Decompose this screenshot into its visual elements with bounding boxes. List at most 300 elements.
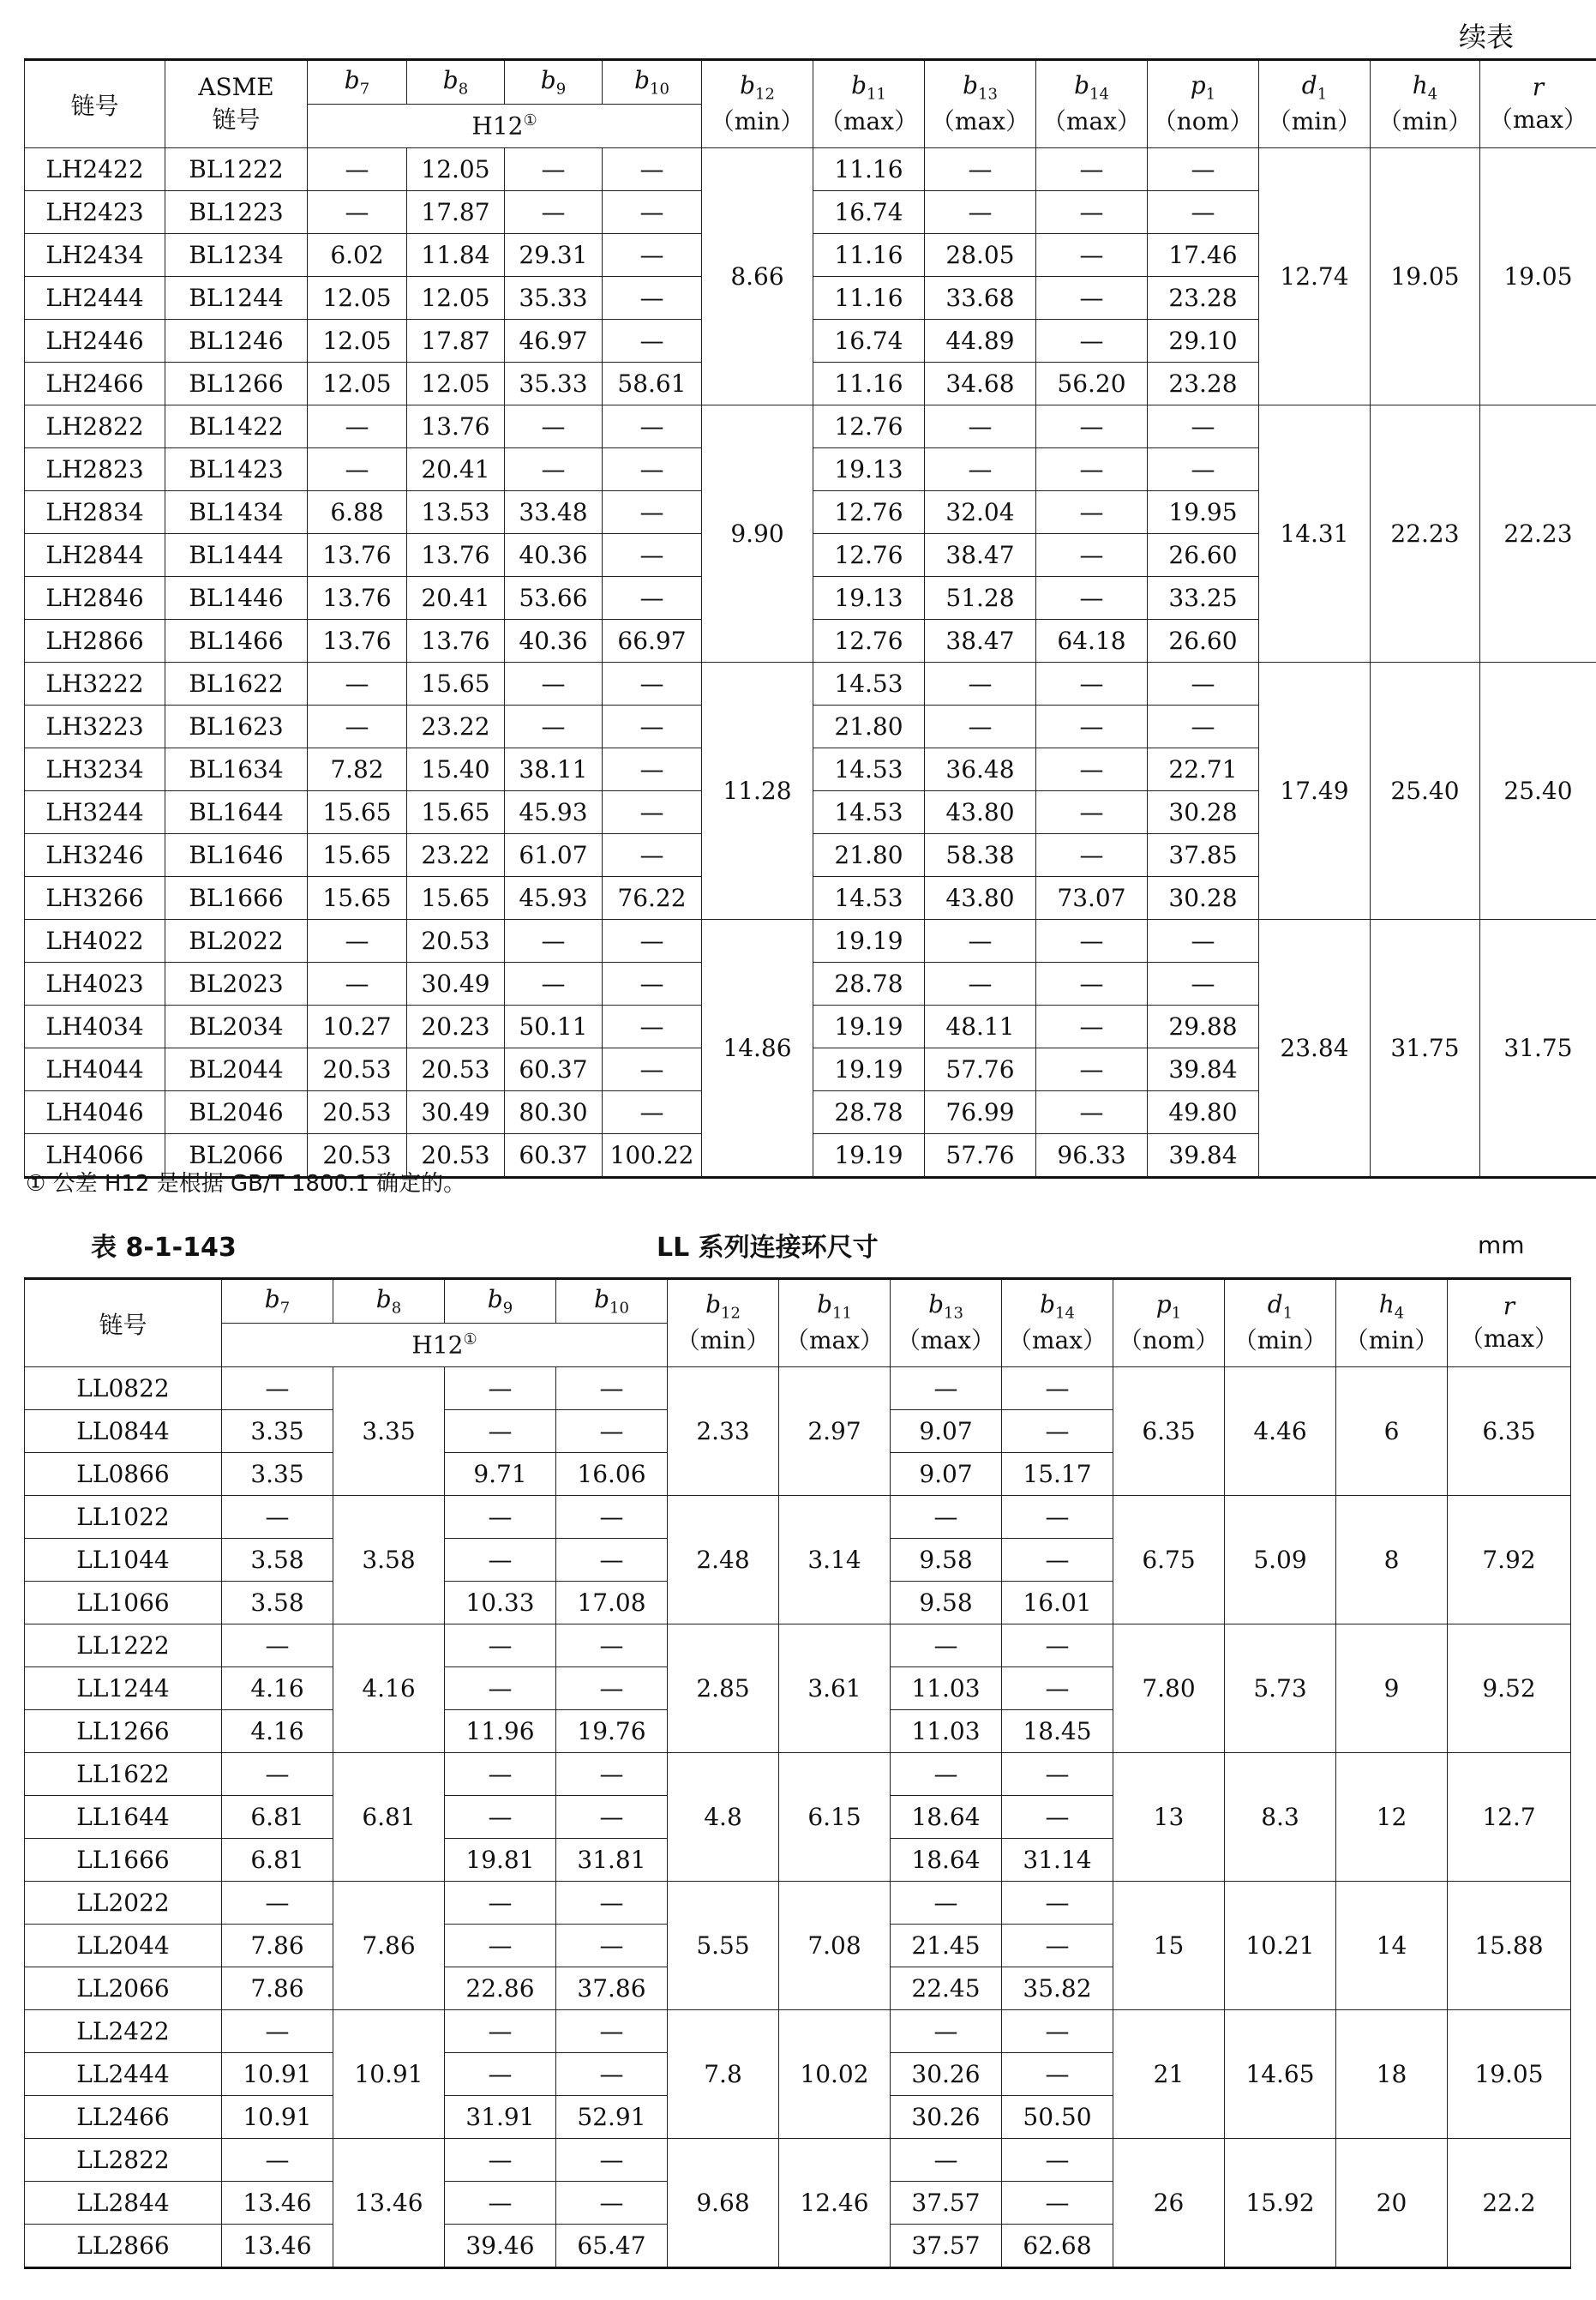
col-b13-2: $b_{13}$ （max） (891, 1279, 1002, 1367)
cell-p1: 7.80 (1113, 1624, 1225, 1753)
cell-b12: 14.86 (702, 920, 813, 1178)
cell-b10: 19.76 (556, 1710, 668, 1753)
cell-chain-no: LH2466 (25, 363, 165, 405)
cell-b10: — (556, 1367, 668, 1410)
cell-b9: 45.93 (505, 877, 603, 920)
lh-series-table (24, 58, 1596, 1179)
cell-b10: — (603, 791, 702, 834)
cell-b7: — (308, 148, 407, 191)
cell-chain-no: LL1266 (25, 1710, 222, 1753)
cell-b9: — (505, 405, 603, 448)
cell-b9: 40.36 (505, 534, 603, 577)
cell-b12: 11.28 (702, 663, 813, 920)
col-b10-2: $b_{10}$ (556, 1279, 668, 1324)
cell-p1: — (1148, 963, 1259, 1006)
cell-chain-no: LH2823 (25, 448, 165, 491)
cell-b9: — (505, 920, 603, 963)
cell-r: 12.7 (1448, 1753, 1571, 1882)
col-b11-2: $b_{11}$ （max） (779, 1279, 891, 1367)
cell-b13: 30.26 (891, 2053, 1002, 2096)
cell-b10: — (556, 1667, 668, 1710)
cell-h4: 20 (1336, 2139, 1448, 2268)
cell-b9: 9.71 (445, 1453, 556, 1496)
cell-b12: 7.8 (668, 2010, 779, 2139)
cell-b9: — (445, 1410, 556, 1453)
cell-d1: 15.92 (1225, 2139, 1336, 2268)
cell-chain-no: LL1244 (25, 1667, 222, 1710)
cell-b13: 57.76 (925, 1048, 1036, 1091)
cell-b14: — (1002, 2182, 1113, 2225)
cell-b12: 9.68 (668, 2139, 779, 2268)
cell-b14: 15.17 (1002, 1453, 1113, 1496)
cell-b9: — (505, 148, 603, 191)
cell-b10: — (603, 234, 702, 277)
cell-b7: — (308, 920, 407, 963)
cell-b13: — (891, 1624, 1002, 1667)
cell-b10: — (556, 1410, 668, 1453)
cell-b14: — (1036, 320, 1148, 363)
cell-b13: — (925, 920, 1036, 963)
cell-chain-no: LH4046 (25, 1091, 165, 1134)
cell-b11: 6.15 (779, 1753, 891, 1882)
cell-b8: 17.87 (407, 191, 505, 234)
cell-chain-no: LH2422 (25, 148, 165, 191)
cell-b11: 11.16 (813, 234, 925, 277)
cell-b7: 6.81 (222, 1796, 333, 1839)
cell-asme-no: BL1246 (165, 320, 308, 363)
cell-b13: 18.64 (891, 1839, 1002, 1882)
cell-b13: 9.58 (891, 1539, 1002, 1582)
cell-b7: 20.53 (308, 1134, 407, 1178)
cell-chain-no: LH2822 (25, 405, 165, 448)
cell-b7: — (308, 405, 407, 448)
cell-p1: 26.60 (1148, 534, 1259, 577)
cell-b14: — (1036, 920, 1148, 963)
cell-b14: — (1036, 1091, 1148, 1134)
cell-b7: 20.53 (308, 1091, 407, 1134)
cell-p1: 17.46 (1148, 234, 1259, 277)
cell-h4: 14 (1336, 1882, 1448, 2010)
cell-b7: — (222, 1753, 333, 1796)
col-b12: $b_{12}$ （min） (702, 60, 813, 148)
cell-b7: — (308, 663, 407, 706)
cell-b8: 13.76 (407, 620, 505, 663)
cell-asme-no: BL2022 (165, 920, 308, 963)
cell-b13: 9.58 (891, 1582, 1002, 1624)
cell-b7: 12.05 (308, 277, 407, 320)
cell-d1: 4.46 (1225, 1367, 1336, 1496)
cell-b14: — (1036, 491, 1148, 534)
cell-r: 22.23 (1480, 405, 1596, 663)
cell-b11: 2.97 (779, 1367, 891, 1496)
cell-asme-no: BL2034 (165, 1006, 308, 1048)
cell-b7: 6.81 (222, 1839, 333, 1882)
cell-chain-no: LH3223 (25, 706, 165, 748)
cell-b10: — (556, 1496, 668, 1539)
cell-b9: — (445, 1496, 556, 1539)
col-b9-2: $b_9$ (445, 1279, 556, 1324)
cell-b11: 14.53 (813, 663, 925, 706)
cell-b10: — (603, 491, 702, 534)
cell-b12: 2.48 (668, 1496, 779, 1624)
cell-r: 19.05 (1480, 148, 1596, 405)
cell-chain-no: LH2446 (25, 320, 165, 363)
cell-b9: — (445, 1367, 556, 1410)
cell-b14: — (1002, 2139, 1113, 2182)
cell-b11: 11.16 (813, 363, 925, 405)
cell-b11: 3.61 (779, 1624, 891, 1753)
col-b7: $b_7$ (308, 60, 407, 105)
cell-b10: — (603, 834, 702, 877)
cell-b9: — (445, 1753, 556, 1796)
col-p1: $p_1$ （nom） (1148, 60, 1259, 148)
cell-chain-no: LL1644 (25, 1796, 222, 1839)
cell-p1: 13 (1113, 1753, 1225, 1882)
cell-b9: — (505, 663, 603, 706)
cell-d1: 5.73 (1225, 1624, 1336, 1753)
cell-b8: 10.91 (333, 2010, 445, 2139)
col-b13: $b_{13}$ （max） (925, 60, 1036, 148)
cell-b10: — (603, 1091, 702, 1134)
cell-b8: 15.40 (407, 748, 505, 791)
cell-chain-no: LL1066 (25, 1582, 222, 1624)
cell-d1: 8.3 (1225, 1753, 1336, 1882)
cell-b14: — (1002, 2010, 1113, 2053)
cell-b13: — (925, 706, 1036, 748)
cell-b7: 7.86 (222, 1925, 333, 1967)
cell-d1: 14.65 (1225, 2010, 1336, 2139)
cell-asme-no: BL1644 (165, 791, 308, 834)
cell-b14: — (1002, 1753, 1113, 1796)
table-row (25, 1753, 1571, 1796)
cell-h4: 31.75 (1371, 920, 1480, 1178)
cell-h4: 8 (1336, 1496, 1448, 1624)
cell-b9: — (505, 963, 603, 1006)
cell-b14: — (1036, 277, 1148, 320)
cell-b14: — (1036, 405, 1148, 448)
cell-b14: — (1036, 448, 1148, 491)
cell-b7: 10.27 (308, 1006, 407, 1048)
table-row (25, 2139, 1571, 2182)
cell-b14: 96.33 (1036, 1134, 1148, 1178)
cell-p1: 22.71 (1148, 748, 1259, 791)
cell-b7: 13.76 (308, 534, 407, 577)
cell-b13: — (891, 2139, 1002, 2182)
cell-b9: — (445, 1925, 556, 1967)
cell-chain-no: LH2423 (25, 191, 165, 234)
cell-b11: 12.76 (813, 620, 925, 663)
cell-p1: — (1148, 706, 1259, 748)
cell-b8: 13.76 (407, 534, 505, 577)
cell-b14: 73.07 (1036, 877, 1148, 920)
col-asme-chain-no: ASME 链号 (165, 60, 308, 148)
col-h4-2: $h_4$ （min） (1336, 1279, 1448, 1367)
cell-h4: 9 (1336, 1624, 1448, 1753)
cell-asme-no: BL1466 (165, 620, 308, 663)
unit-label: mm (1478, 1231, 1525, 1259)
lh-series-body (25, 148, 1596, 1178)
cell-b13: — (925, 963, 1036, 1006)
cell-b11: 12.76 (813, 534, 925, 577)
cell-p1: — (1148, 405, 1259, 448)
cell-b7: 12.05 (308, 363, 407, 405)
cell-chain-no: LH2444 (25, 277, 165, 320)
col-b8-2: $b_8$ (333, 1279, 445, 1324)
cell-b11: 19.13 (813, 448, 925, 491)
cell-b8: 23.22 (407, 834, 505, 877)
cell-b7: 6.02 (308, 234, 407, 277)
cell-b13: 11.03 (891, 1710, 1002, 1753)
cell-b7: 20.53 (308, 1048, 407, 1091)
cell-asme-no: BL1422 (165, 405, 308, 448)
cell-b11: 16.74 (813, 320, 925, 363)
cell-b10: — (603, 320, 702, 363)
cell-b12: 2.85 (668, 1624, 779, 1753)
cell-b9: 35.33 (505, 277, 603, 320)
cell-b10: — (603, 577, 702, 620)
ll-series-body (25, 1367, 1571, 2268)
cell-b12: 2.33 (668, 1367, 779, 1496)
cell-b10: — (603, 534, 702, 577)
cell-b14: 18.45 (1002, 1710, 1113, 1753)
cell-b13: 18.64 (891, 1796, 1002, 1839)
cell-b10: 37.86 (556, 1967, 668, 2010)
cell-b9: 31.91 (445, 2096, 556, 2139)
cell-b14: 62.68 (1002, 2225, 1113, 2268)
cell-b8: 15.65 (407, 791, 505, 834)
cell-b7: 13.76 (308, 620, 407, 663)
cell-b13: 9.07 (891, 1410, 1002, 1453)
cell-b8: 13.46 (333, 2139, 445, 2268)
col-p1-2: $p_1$ （nom） (1113, 1279, 1225, 1367)
table-row (25, 405, 1596, 448)
cell-b13: 76.99 (925, 1091, 1036, 1134)
cell-b11: 19.13 (813, 577, 925, 620)
cell-b8: 3.58 (333, 1496, 445, 1624)
cell-b13: 9.07 (891, 1453, 1002, 1496)
cell-b12: 4.8 (668, 1753, 779, 1882)
cell-b13: 33.68 (925, 277, 1036, 320)
cell-b14: — (1036, 791, 1148, 834)
cell-b13: 43.80 (925, 877, 1036, 920)
cell-chain-no: LL2022 (25, 1882, 222, 1925)
cell-chain-no: LH2844 (25, 534, 165, 577)
cell-p1: 29.88 (1148, 1006, 1259, 1048)
cell-chain-no: LL1666 (25, 1839, 222, 1882)
cell-b7: 7.82 (308, 748, 407, 791)
cell-b9: — (445, 2139, 556, 2182)
continued-label: 续表 (1458, 21, 1514, 53)
cell-chain-no: LL0844 (25, 1410, 222, 1453)
cell-b13: — (925, 405, 1036, 448)
cell-asme-no: BL1622 (165, 663, 308, 706)
cell-b14: — (1036, 1006, 1148, 1048)
cell-d1: 10.21 (1225, 1882, 1336, 2010)
cell-b13: 51.28 (925, 577, 1036, 620)
cell-b10: — (603, 448, 702, 491)
cell-b9: 35.33 (505, 363, 603, 405)
cell-b8: 20.53 (407, 920, 505, 963)
cell-b9: 80.30 (505, 1091, 603, 1134)
cell-b7: 7.86 (222, 1967, 333, 2010)
cell-asme-no: BL1434 (165, 491, 308, 534)
cell-r: 31.75 (1480, 920, 1596, 1178)
cell-b7: 13.76 (308, 577, 407, 620)
cell-b14: — (1036, 534, 1148, 577)
cell-b11: 11.16 (813, 148, 925, 191)
cell-h4: 22.23 (1371, 405, 1480, 663)
cell-b7: 12.05 (308, 320, 407, 363)
cell-b11: 28.78 (813, 963, 925, 1006)
cell-b13: — (891, 2010, 1002, 2053)
col-b10: $b_{10}$ (603, 60, 702, 105)
cell-b11: 14.53 (813, 791, 925, 834)
cell-p1: 21 (1113, 2010, 1225, 2139)
cell-b11: 28.78 (813, 1091, 925, 1134)
cell-p1: 23.28 (1148, 363, 1259, 405)
cell-b13: 11.03 (891, 1667, 1002, 1710)
cell-b11: 16.74 (813, 191, 925, 234)
cell-p1: 26.60 (1148, 620, 1259, 663)
cell-b11: 12.46 (779, 2139, 891, 2268)
cell-b9: 19.81 (445, 1839, 556, 1882)
cell-b13: 48.11 (925, 1006, 1036, 1048)
cell-asme-no: BL1666 (165, 877, 308, 920)
cell-b7: 3.35 (222, 1453, 333, 1496)
cell-h4: 19.05 (1371, 148, 1480, 405)
cell-b14: 64.18 (1036, 620, 1148, 663)
cell-b9: 60.37 (505, 1134, 603, 1178)
cell-r: 25.40 (1480, 663, 1596, 920)
cell-p1: 33.25 (1148, 577, 1259, 620)
cell-b10: — (603, 663, 702, 706)
cell-b13: — (891, 1496, 1002, 1539)
cell-chain-no: LH4034 (25, 1006, 165, 1048)
col-b14: $b_{14}$ （max） (1036, 60, 1148, 148)
cell-b11: 21.80 (813, 706, 925, 748)
ll-series-table (24, 1277, 1571, 2269)
cell-b8: 12.05 (407, 363, 505, 405)
cell-p1: 6.75 (1113, 1496, 1225, 1624)
cell-b13: 57.76 (925, 1134, 1036, 1178)
cell-p1: 6.35 (1113, 1367, 1225, 1496)
cell-chain-no: LL0822 (25, 1367, 222, 1410)
cell-b8: 15.65 (407, 877, 505, 920)
cell-b7: 3.58 (222, 1582, 333, 1624)
cell-b8: 23.22 (407, 706, 505, 748)
cell-b14: — (1002, 1796, 1113, 1839)
cell-b14: 35.82 (1002, 1967, 1113, 2010)
cell-p1: 37.85 (1148, 834, 1259, 877)
cell-chain-no: LH3234 (25, 748, 165, 791)
cell-b9: 40.36 (505, 620, 603, 663)
cell-chain-no: LH3222 (25, 663, 165, 706)
cell-chain-no: LL2822 (25, 2139, 222, 2182)
cell-asme-no: BL1446 (165, 577, 308, 620)
cell-d1: 23.84 (1259, 920, 1371, 1178)
cell-chain-no: LL2444 (25, 2053, 222, 2096)
cell-b10: — (556, 1539, 668, 1582)
cell-b10: — (556, 2182, 668, 2225)
cell-b7: — (222, 1367, 333, 1410)
cell-b11: 19.19 (813, 1006, 925, 1048)
cell-b14: — (1002, 1539, 1113, 1582)
cell-b10: — (603, 920, 702, 963)
cell-r: 6.35 (1448, 1367, 1571, 1496)
cell-b8: 17.87 (407, 320, 505, 363)
cell-b7: — (222, 2139, 333, 2182)
cell-b8: 20.41 (407, 448, 505, 491)
cell-b13: — (925, 663, 1036, 706)
table-row (25, 2010, 1571, 2053)
cell-b10: 76.22 (603, 877, 702, 920)
cell-b13: — (925, 148, 1036, 191)
cell-b13: 44.89 (925, 320, 1036, 363)
cell-b11: 10.02 (779, 2010, 891, 2139)
tolerance-h12: H12① (308, 105, 702, 148)
cell-b10: — (556, 1753, 668, 1796)
cell-asme-no: BL1222 (165, 148, 308, 191)
cell-h4: 6 (1336, 1367, 1448, 1496)
cell-b14: — (1036, 834, 1148, 877)
cell-asme-no: BL1234 (165, 234, 308, 277)
cell-b14: — (1036, 191, 1148, 234)
cell-b7: — (308, 706, 407, 748)
col-b12-2: $b_{12}$ （min） (668, 1279, 779, 1367)
cell-b13: 38.47 (925, 620, 1036, 663)
cell-b14: — (1002, 1624, 1113, 1667)
cell-chain-no: LL0866 (25, 1453, 222, 1496)
cell-b14: — (1002, 1925, 1113, 1967)
cell-chain-no: LH4022 (25, 920, 165, 963)
table-row (25, 1624, 1571, 1667)
cell-b7: 13.46 (222, 2225, 333, 2268)
cell-b10: — (603, 706, 702, 748)
cell-b10: 52.91 (556, 2096, 668, 2139)
cell-chain-no: LL2422 (25, 2010, 222, 2053)
cell-b7: 10.91 (222, 2053, 333, 2096)
cell-b13: 58.38 (925, 834, 1036, 877)
tolerance-h12-2: H12① (222, 1324, 668, 1367)
cell-chain-no: LL2466 (25, 2096, 222, 2139)
cell-d1: 12.74 (1259, 148, 1371, 405)
cell-r: 9.52 (1448, 1624, 1571, 1753)
cell-b8: 11.84 (407, 234, 505, 277)
cell-b7: 6.88 (308, 491, 407, 534)
cell-b9: 29.31 (505, 234, 603, 277)
cell-asme-no: BL2044 (165, 1048, 308, 1091)
table-row (25, 1367, 1571, 1410)
cell-b8: 12.05 (407, 277, 505, 320)
cell-asme-no: BL1444 (165, 534, 308, 577)
cell-b13: 37.57 (891, 2182, 1002, 2225)
table-row (25, 148, 1596, 191)
cell-b13: 30.26 (891, 2096, 1002, 2139)
cell-b7: — (222, 1882, 333, 1925)
cell-r: 15.88 (1448, 1882, 1571, 2010)
cell-chain-no: LL2844 (25, 2182, 222, 2225)
cell-b10: 31.81 (556, 1839, 668, 1882)
cell-b9: — (445, 2182, 556, 2225)
cell-b14: — (1036, 748, 1148, 791)
cell-asme-no: BL1646 (165, 834, 308, 877)
cell-d1: 14.31 (1259, 405, 1371, 663)
cell-b13: 37.57 (891, 2225, 1002, 2268)
cell-b10: — (603, 963, 702, 1006)
col-b9: $b_9$ (505, 60, 603, 105)
cell-b8: 3.35 (333, 1367, 445, 1496)
cell-r: 7.92 (1448, 1496, 1571, 1624)
